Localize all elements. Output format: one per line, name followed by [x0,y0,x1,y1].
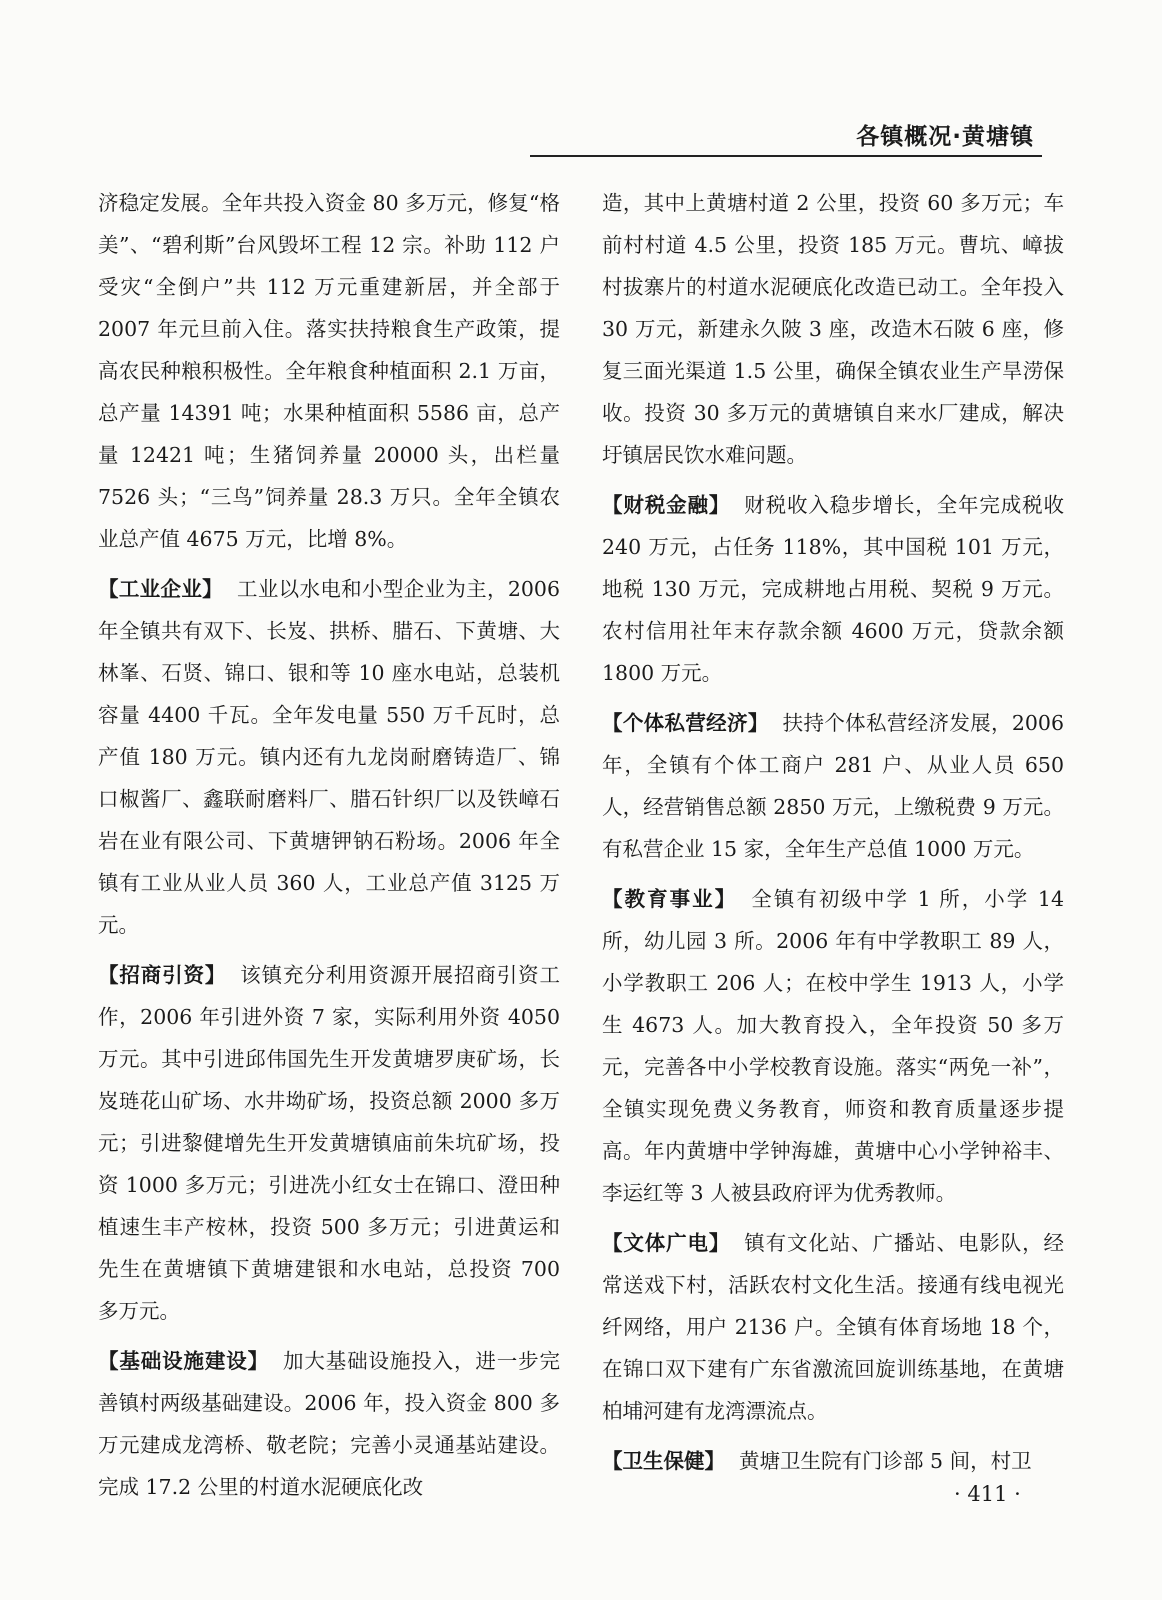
paragraph [602,1222,1064,1432]
paragraph [602,702,1064,870]
paragraph [98,182,560,560]
running-header: 各镇概况·黄塘镇 [856,124,1034,150]
paragraph-body: 财税收入稳步增长，全年完成税收 240 万元，占任务 118%，其中国税 101 万元，地税 130 万元，完成耕地占用税、契税 9 万元。农村信用社年末存款余额 4600 万元，贷款余额 1800 万元。 [602,493,1064,685]
paragraph-body: 济稳定发展。全年共投入资金 80 多万元，修复“格美”、“碧利斯”台风毁坏工程 12 宗。补助 112 户受灾“全倒户”共 112 万元重建新居，并全部于 2007 年元旦前入住。落实扶持粮食生产政策，提高农民种粮积极性。全年粮食种植面积 2.1 万亩，总产量 14391 吨；水果种植面积 5586 亩，总产量 12421 吨；生猪饲养量 20000 头，出栏量 7526 头；“三鸟”饲养量 28.3 万只。全年全镇农业总产值 4675 万元，比增 8%。 [98,191,560,551]
paragraph [602,1440,1064,1482]
section-heading: 【工业企业】 [98,577,223,601]
header-rule [530,155,1042,157]
section-heading: 【招商引资】 [98,963,227,987]
paragraph [602,182,1064,476]
section-heading: 【文体广电】 [602,1231,731,1255]
paragraph [98,954,560,1332]
paragraph [602,484,1064,694]
paragraph-body: 造，其中上黄塘村道 2 公里，投资 60 多万元；车前村村道 4.5 公里，投资 185 万元。曹坑、嶂拔村拔寨片的村道水泥硬底化改造已动工。全年投入 30 万元，新建永久陂 3 座，改造木石陂 6 座，修复三面光渠道 1.5 公里，确保全镇农业生产旱涝保收。投资 30 多万元的黄塘镇自来水厂建成，解决圩镇居民饮水难问题。 [602,191,1064,467]
section-heading: 【卫生保健】 [602,1449,725,1473]
paragraph-body: 该镇充分利用资源开展招商引资工作，2006 年引进外资 7 家，实际利用外资 4050 万元。其中引进邱伟国先生开发黄塘罗庚矿场，长岌琏花山矿场、水井坳矿场，投资总额 2000 多万元；引进黎健增先生开发黄塘镇庙前朱坑矿场，投资 1000 多万元；引进冼小红女士在锦口、澄田种植速生丰产桉林，投资 500 多万元；引进黄运和先生在黄塘镇下黄塘建银和水电站，总投资 700 多万元。 [98,963,560,1323]
paragraph [98,568,560,946]
section-heading: 【基础设施建设】 [98,1349,269,1373]
section-heading: 【财税金融】 [602,493,731,517]
paragraph-body: 加大基础设施投入，进一步完善镇村两级基础建设。2006 年，投入资金 800 多万元建成龙湾桥、敬老院；完善小灵通基站建设。完成 17.2 公里的村道水泥硬底化改 [98,1349,560,1499]
left-column [98,182,560,1516]
paragraph-body: 扶持个体私营经济发展，2006 年，全镇有个体工商户 281 户、从业人员 650 人，经营销售总额 2850 万元，上缴税费 9 万元。有私营企业 15 家，全年生产总值 1000 万元。 [602,711,1065,861]
paragraph-body: 工业以水电和小型企业为主，2006 年全镇共有双下、长岌、拱桥、腊石、下黄塘、大林峯、石贤、锦口、银和等 10 座水电站，总装机容量 4400 千瓦。全年发电量 550 万千瓦时，总产值 180 万元。镇内还有九龙岗耐磨铸造厂、锦口椒酱厂、鑫联耐磨料厂、腊石针织厂以及铁嶂石岩在业有限公司、下黄塘钾钠石粉场。2006 年全镇有工业从业人员 360 人，工业总产值 3125 万元。 [98,577,560,937]
paragraph [602,878,1064,1214]
section-heading: 【教育事业】 [602,887,738,911]
paragraph-body: 黄塘卫生院有门诊部 5 间，村卫 [739,1449,1032,1473]
page-number: · 411 · [954,1482,1021,1506]
paragraph [98,1340,560,1508]
paragraph-body: 镇有文化站、广播站、电影队，经常送戏下村，活跃农村文化生活。接通有线电视光纤网络，用户 2136 户。全镇有体育场地 18 个，在锦口双下建有广东省激流回旋训练基地，在黄塘柏埔河建有龙湾漂流点。 [602,1231,1064,1423]
paragraph-body: 全镇有初级中学 1 所，小学 14 所，幼儿园 3 所。2006 年有中学教职工 89 人，小学教职工 206 人；在校中学生 1913 人，小学生 4673 人。加大教育投入，全年投资 50 多万元，完善各中小学校教育设施。落实“两免一补”，全镇实现免费义务教育，师资和教育质量逐步提高。年内黄塘中学钟海雄，黄塘中心小学钟裕丰、李运红等 3 人被县政府评为优秀教师。 [602,887,1064,1205]
section-heading: 【个体私营经济】 [602,711,769,735]
right-column [602,182,1064,1490]
